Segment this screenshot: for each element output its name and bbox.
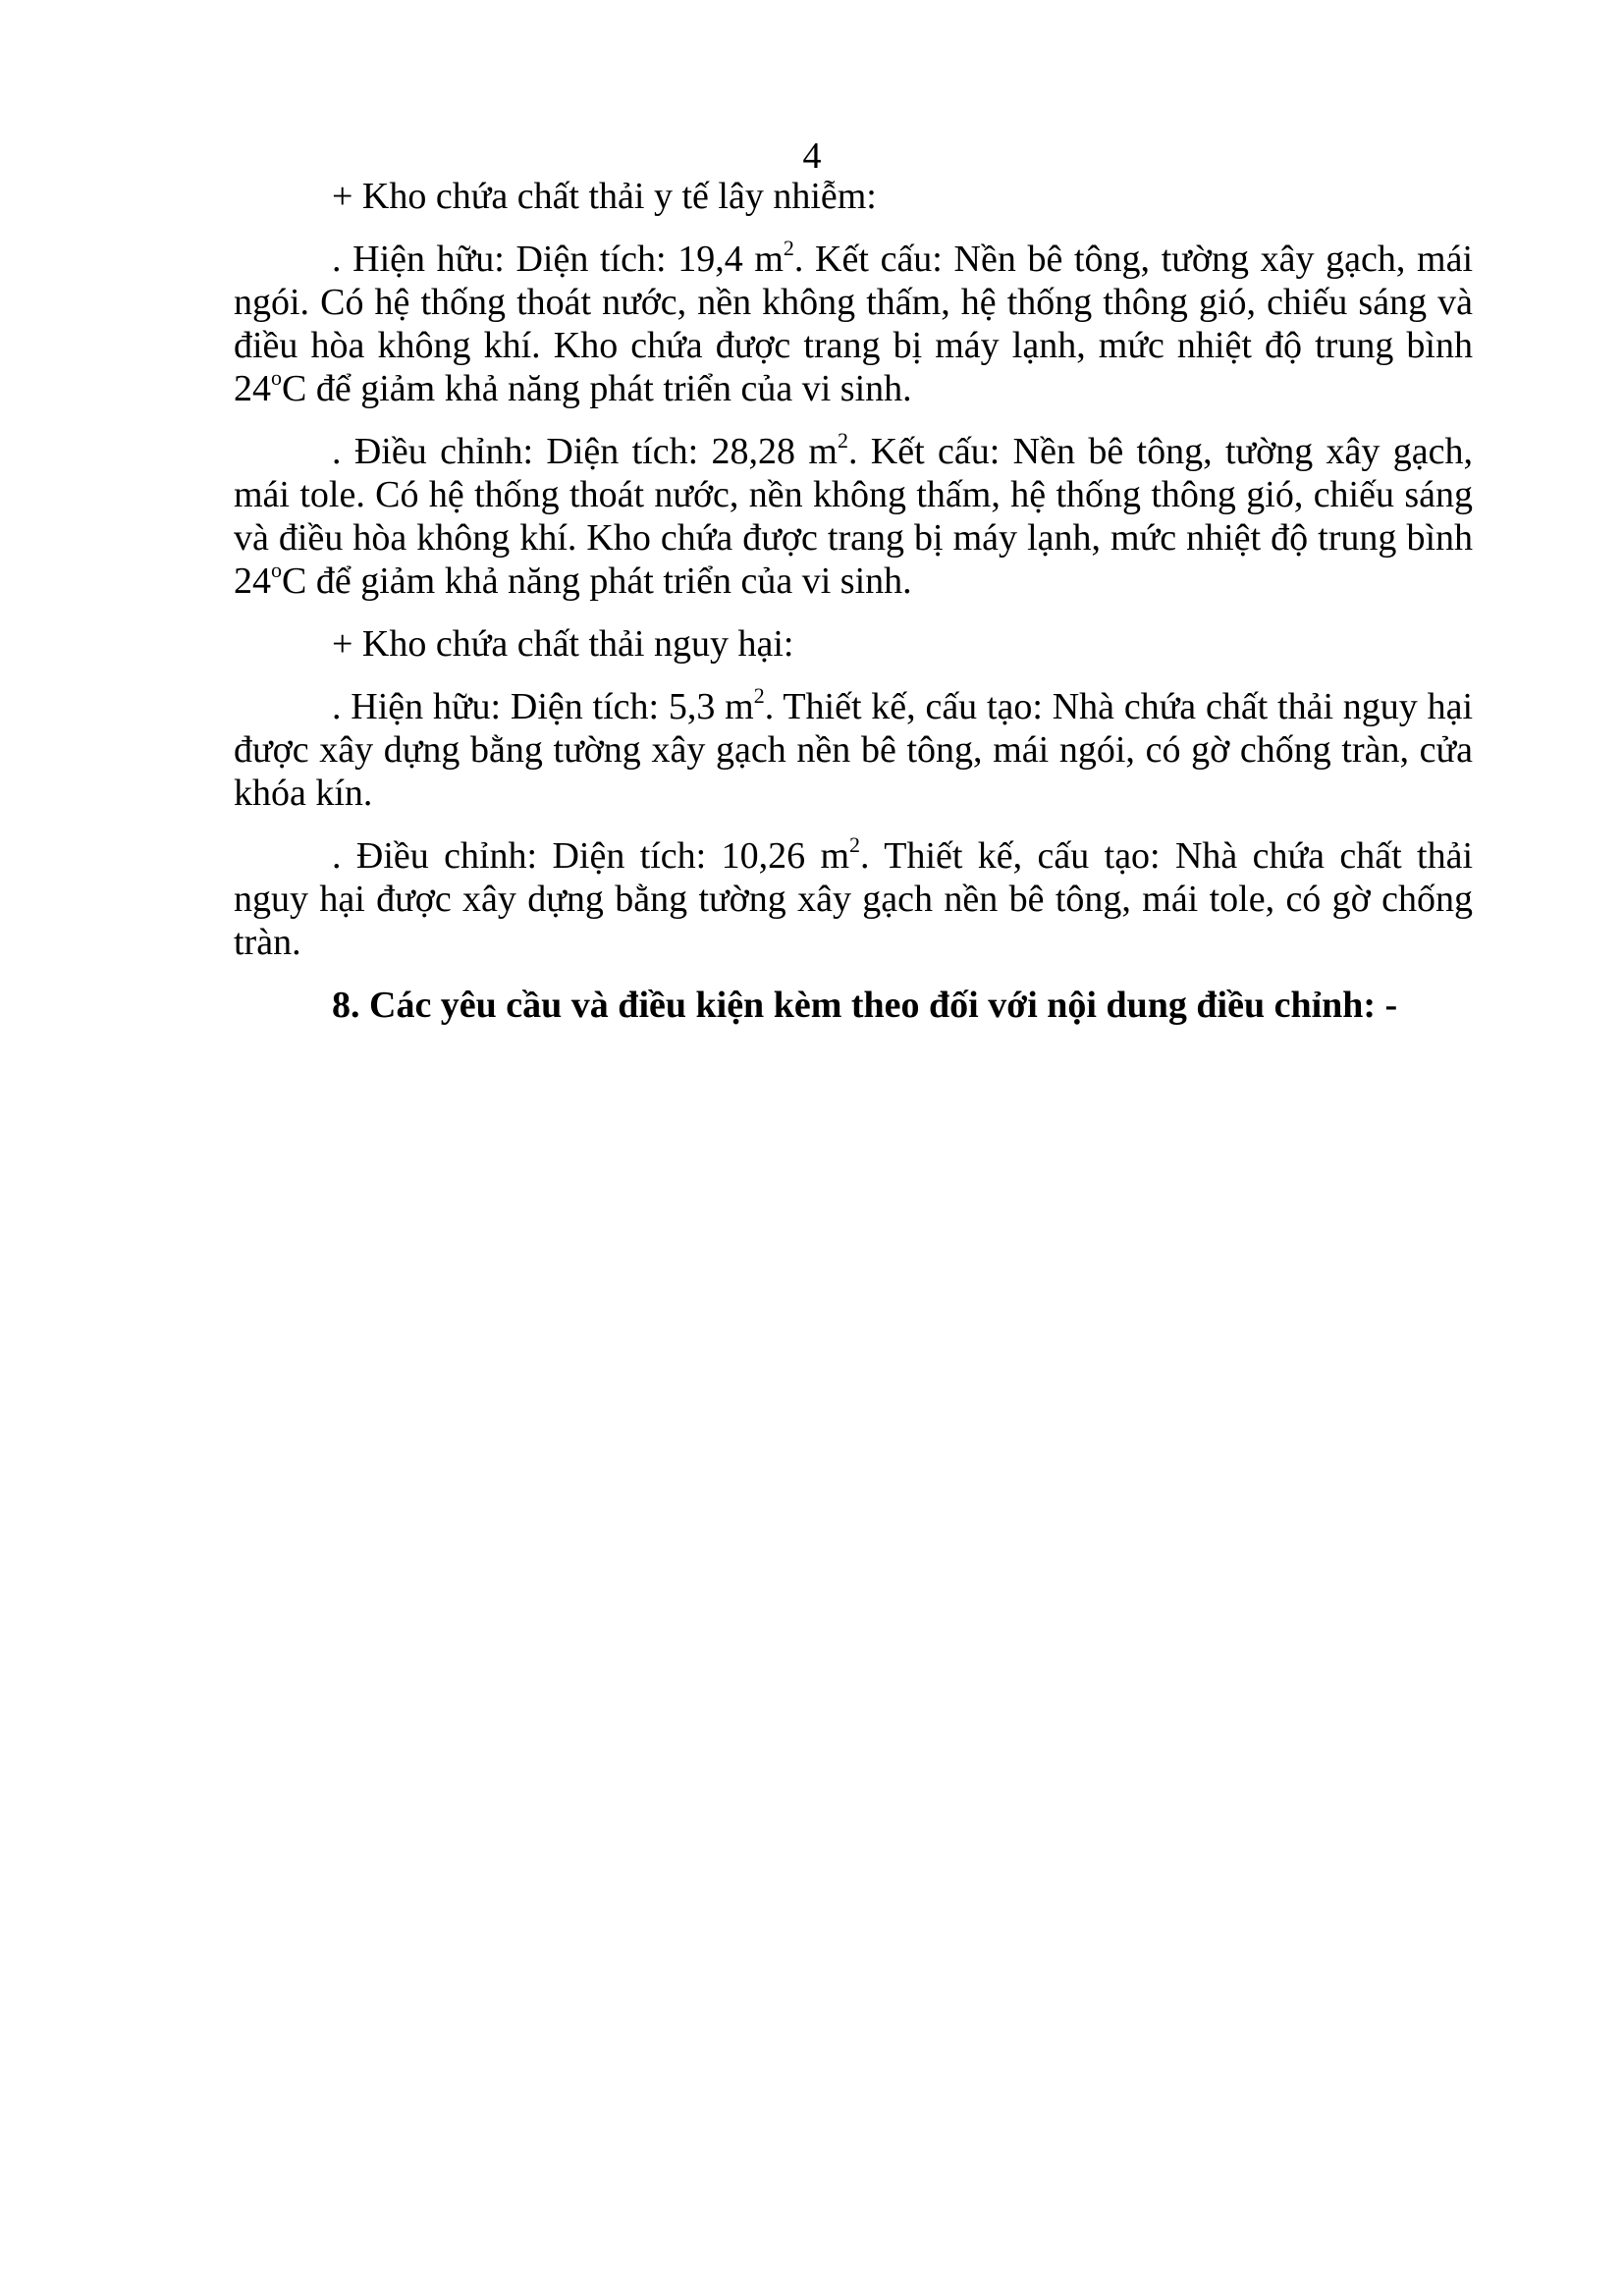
area-unit-superscript: 2 bbox=[849, 832, 861, 858]
infectious-waste-existing-description-end: C để giảm khả năng phát triển của vi sinh. bbox=[282, 368, 912, 409]
hazardous-waste-adjusted-description: . Thiết kế, cấu tạo: Nhà chứa chất thải nguy hại được xây dựng bằng tường xây gạch nền bê tông, mái tole, có gờ chống tràn. bbox=[234, 835, 1474, 963]
degree-superscript: o bbox=[271, 365, 282, 391]
hazardous-waste-existing-description: . Thiết kế, cấu tạo: Nhà chứa chất thải nguy hại được xây dựng bằng tường xây gạch nền bê tông, mái ngói, có gờ chống tràn, cửa khóa kín. bbox=[234, 686, 1474, 814]
hazardous-waste-existing-paragraph bbox=[234, 685, 1473, 815]
infectious-waste-adjusted-description: . Kết cấu: Nền bê tông, tường xây gạch, mái tole. Có hệ thống thoát nước, nền không thấm, hệ thống thông gió, chiếu sáng và điều hòa không khí. Kho chứa được trang bị máy lạnh, mức nhiệt độ trung bình 24 bbox=[234, 431, 1473, 602]
area-unit-superscript: 2 bbox=[753, 683, 765, 709]
infectious-waste-existing-area: . Hiện hữu: Diện tích: 19,4 m bbox=[332, 239, 784, 280]
infectious-waste-adjusted-description-end: C để giảm khả năng phát triển của vi sinh. bbox=[282, 561, 912, 602]
infectious-waste-adjusted-area: . Điều chỉnh: Diện tích: 28,28 m bbox=[332, 431, 838, 472]
hazardous-waste-existing-area: . Hiện hữu: Diện tích: 5,3 m bbox=[332, 686, 754, 727]
infectious-waste-existing-paragraph bbox=[234, 238, 1473, 410]
area-unit-superscript: 2 bbox=[837, 428, 848, 454]
page-number: 4 bbox=[802, 135, 822, 177]
hazardous-waste-heading: + Kho chứa chất thải nguy hại: bbox=[332, 623, 794, 665]
document-body bbox=[234, 175, 1473, 1046]
section-8-heading: 8. Các yêu cầu và điều kiện kèm theo đối với nội dung điều chỉnh: - bbox=[332, 985, 1398, 1026]
degree-superscript: o bbox=[271, 558, 282, 583]
area-unit-superscript: 2 bbox=[783, 236, 794, 261]
infectious-waste-heading: + Kho chứa chất thải y tế lây nhiễm: bbox=[332, 176, 877, 217]
hazardous-waste-adjusted-paragraph bbox=[234, 834, 1473, 964]
infectious-waste-existing-description: . Kết cấu: Nền bê tông, tường xây gạch, mái ngói. Có hệ thống thoát nước, nền không thấm, hệ thống thông gió, chiếu sáng và điều hòa không khí. Kho chứa được trang bị máy lạnh, mức nhiệt độ trung bình 24 bbox=[234, 239, 1474, 409]
hazardous-waste-adjusted-area: . Điều chỉnh: Diện tích: 10,26 m bbox=[332, 835, 850, 877]
infectious-waste-adjusted-paragraph bbox=[234, 430, 1473, 603]
